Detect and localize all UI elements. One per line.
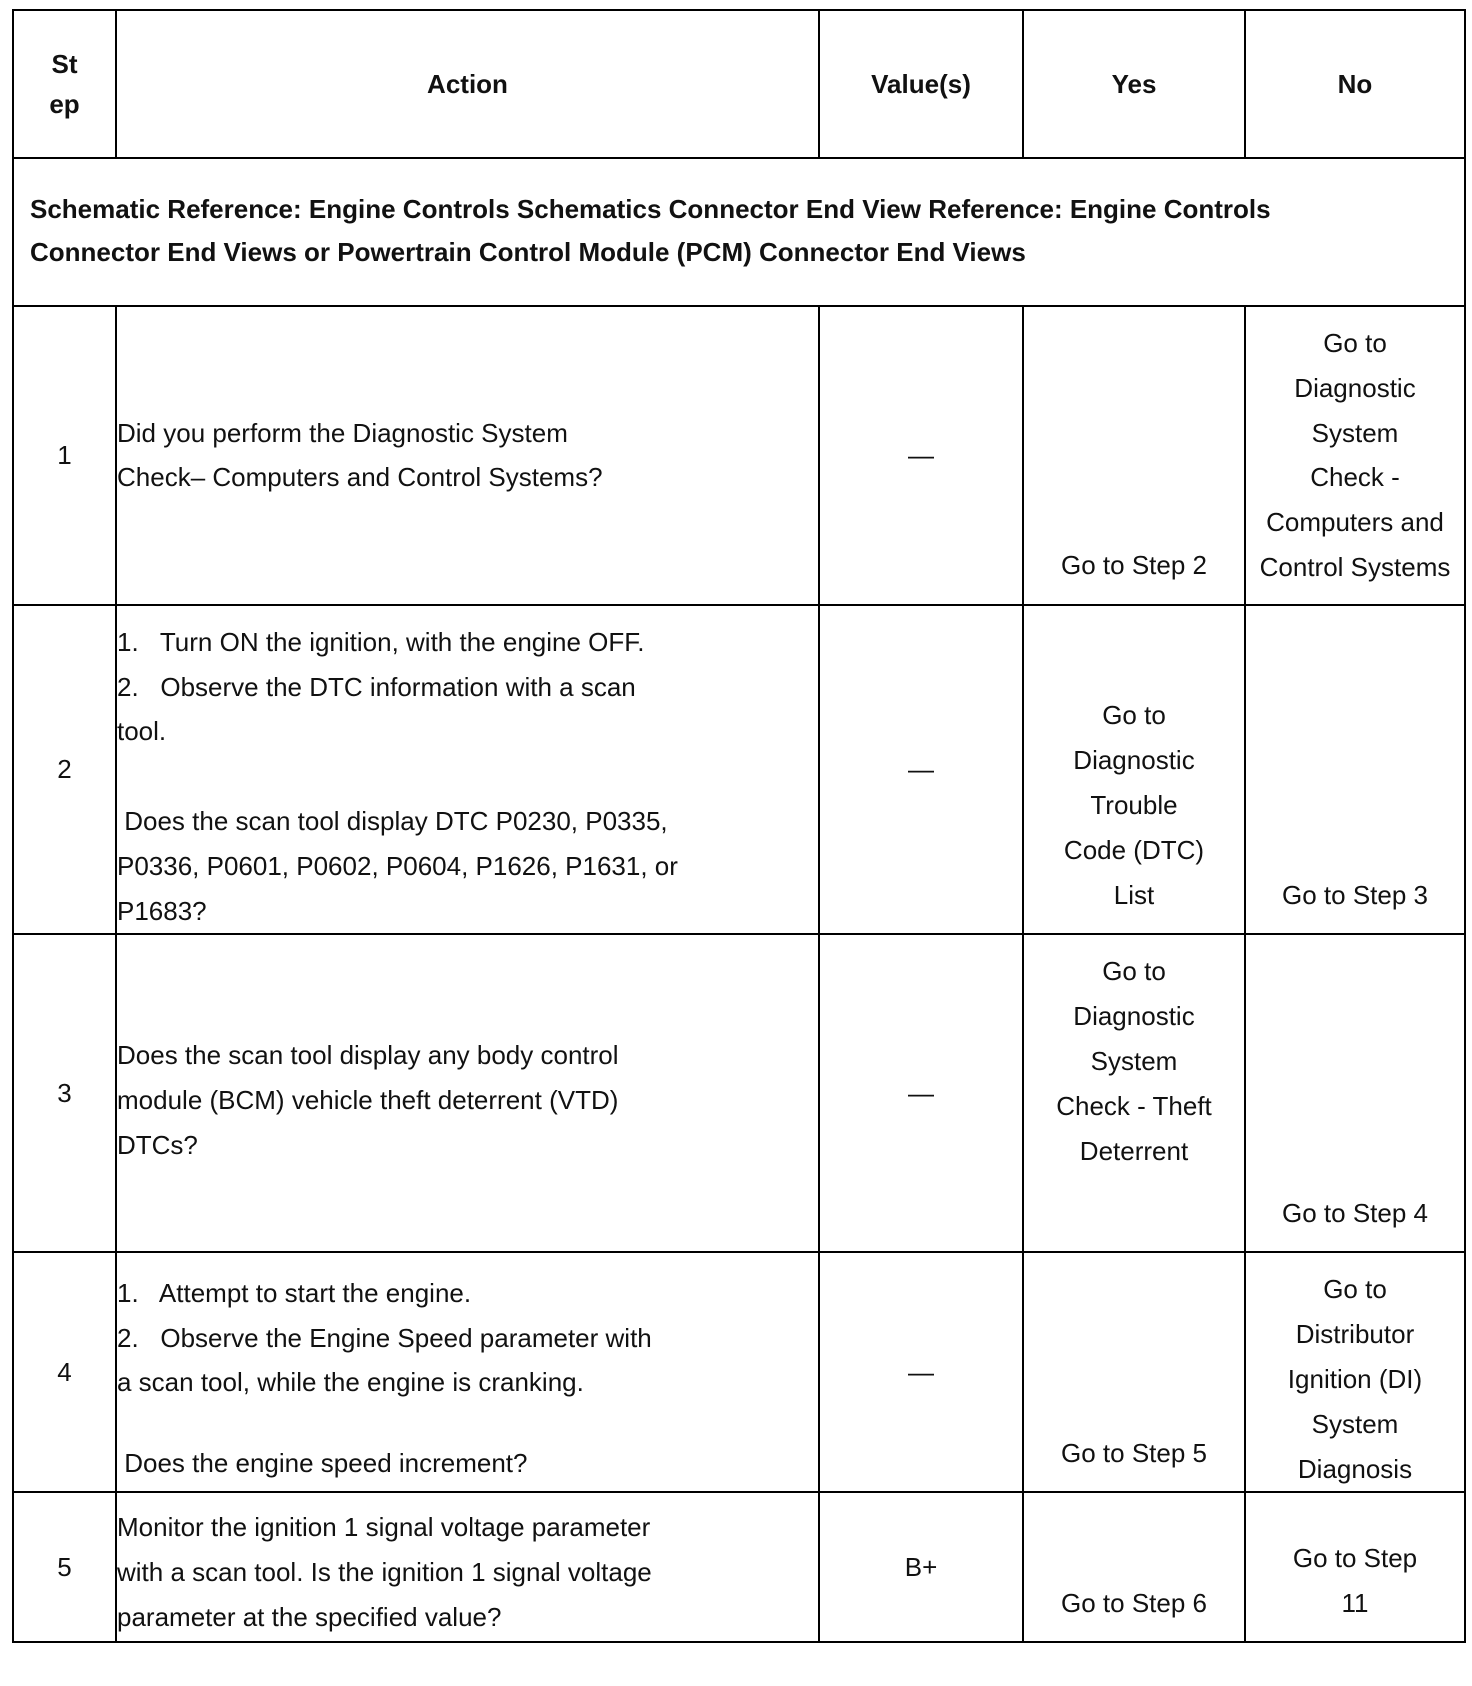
no-cell: [1245, 605, 1465, 935]
step-number: 2: [13, 605, 116, 935]
no-line: 11: [1341, 1587, 1369, 1618]
no-line: Go to Step 4: [1282, 1197, 1428, 1228]
action-list-item: 1. Turn ON the ignition, with the engine OFF.: [117, 626, 645, 657]
action-line: module (BCM) vehicle theft deterrent (VTD): [117, 1084, 619, 1115]
header-step-line1: St: [51, 49, 78, 79]
yes-cell: [1023, 306, 1245, 605]
no-line: Computers and: [1266, 507, 1444, 538]
no-line: Check -: [1310, 462, 1400, 493]
yes-line: Go to Step 5: [1061, 1437, 1207, 1468]
yes-line: Code (DTC): [1063, 834, 1205, 865]
action-cell: [116, 1252, 819, 1492]
value-cell: —: [819, 1252, 1023, 1492]
yes-line: Go to: [1102, 956, 1166, 987]
yes-line: Trouble: [1090, 789, 1178, 820]
header-step-line2: ep: [49, 89, 80, 119]
action-line: Check– Computers and Control Systems?: [117, 462, 603, 493]
yes-cell: [1023, 1492, 1245, 1642]
yes-line: Go to: [1102, 700, 1166, 731]
diagnostic-table: [12, 9, 1466, 1643]
action-line: DTCs?: [117, 1129, 198, 1160]
step-number: 1: [13, 306, 116, 605]
action-line: tool.: [117, 716, 167, 747]
header-values: Value(s): [819, 10, 1023, 158]
value-cell: —: [819, 934, 1023, 1252]
yes-line: List: [1113, 879, 1155, 910]
action-line: Does the scan tool display any body control: [117, 1040, 619, 1071]
action-question: P0336, P0601, P0602, P0604, P1626, P1631, or: [117, 850, 678, 881]
table-row: [13, 1252, 1465, 1492]
action-line: Monitor the ignition 1 signal voltage parameter: [117, 1512, 651, 1543]
table-row: [13, 934, 1465, 1252]
action-cell: [116, 605, 819, 935]
spacer: [117, 754, 818, 799]
yes-line: Go to Step 6: [1061, 1587, 1207, 1618]
no-line: Go to Step: [1292, 1542, 1418, 1573]
yes-line: Deterrent: [1079, 1135, 1189, 1166]
action-cell: [116, 934, 819, 1252]
no-line: Diagnostic: [1294, 372, 1416, 403]
reference-line-2: Connector End Views or Powertrain Control Module (PCM) Connector End Views: [30, 237, 1026, 267]
reference-line-1: Schematic Reference: Engine Controls Schematics Connector End View Reference: Engine Controls: [30, 194, 1271, 224]
action-line: parameter at the specified value?: [117, 1601, 502, 1632]
action-line: a scan tool, while the engine is cranking.: [117, 1367, 584, 1398]
yes-line: Go to Step 2: [1061, 549, 1207, 580]
yes-cell: [1023, 605, 1245, 935]
yes-line: Diagnostic: [1073, 1001, 1195, 1032]
header-action: Action: [116, 10, 819, 158]
yes-cell: [1023, 934, 1245, 1252]
schematic-reference: [13, 158, 1465, 306]
table-row: [13, 1492, 1465, 1642]
no-line: System: [1311, 1408, 1399, 1439]
no-line: Go to Step 3: [1282, 879, 1428, 910]
action-list-item: 2. Observe the DTC information with a scan: [117, 671, 636, 702]
action-question: P1683?: [117, 895, 207, 926]
no-line: Diagnosis: [1297, 1453, 1413, 1484]
no-cell: [1245, 1252, 1465, 1492]
yes-line: Diagnostic: [1073, 745, 1195, 776]
action-list-item: 2. Observe the Engine Speed parameter with: [117, 1322, 652, 1353]
value-cell: —: [819, 306, 1023, 605]
action-list-item: 1. Attempt to start the engine.: [117, 1277, 472, 1308]
yes-cell: [1023, 1252, 1245, 1492]
table-row: [13, 605, 1465, 935]
step-number: 4: [13, 1252, 116, 1492]
no-line: Control Systems: [1259, 551, 1451, 582]
no-line: Go to: [1323, 328, 1387, 358]
action-cell: [116, 306, 819, 605]
yes-line: System: [1090, 1045, 1178, 1076]
no-cell: [1245, 306, 1465, 605]
action-line: with a scan tool. Is the ignition 1 signal voltage: [117, 1556, 652, 1587]
action-question: Does the engine speed increment?: [117, 1448, 528, 1479]
step-number: 5: [13, 1492, 116, 1642]
header-row: [13, 10, 1465, 158]
no-line: Distributor: [1295, 1319, 1415, 1350]
spacer: [117, 1405, 818, 1441]
no-cell: [1245, 1492, 1465, 1642]
no-cell: [1245, 934, 1465, 1252]
action-cell: [116, 1492, 819, 1642]
no-line: System: [1311, 417, 1399, 448]
no-line: Ignition (DI): [1287, 1363, 1423, 1394]
table-row: [13, 306, 1465, 605]
header-step: [13, 10, 116, 158]
header-yes: Yes: [1023, 10, 1245, 158]
yes-line: Check - Theft: [1056, 1090, 1212, 1121]
header-no: No: [1245, 10, 1465, 158]
value-cell: —: [819, 605, 1023, 935]
no-line: Go to: [1323, 1274, 1387, 1305]
action-line: Did you perform the Diagnostic System: [117, 417, 568, 448]
reference-row: [13, 158, 1465, 306]
value-cell: B+: [819, 1492, 1023, 1642]
step-number: 3: [13, 934, 116, 1252]
action-question: Does the scan tool display DTC P0230, P0335,: [117, 805, 668, 836]
